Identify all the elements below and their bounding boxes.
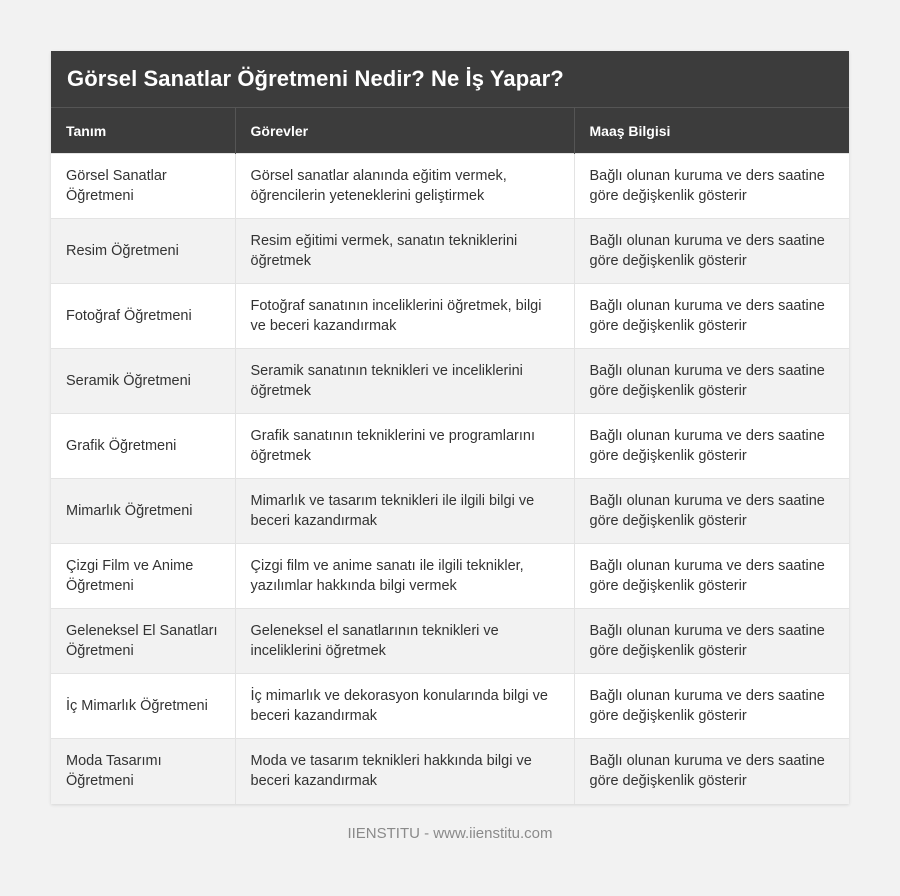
cell-tanim: Seramik Öğretmeni [51, 349, 235, 414]
cell-tanim: Resim Öğretmeni [51, 219, 235, 284]
column-header-gorevler: Görevler [235, 108, 574, 154]
page-title: Görsel Sanatlar Öğretmeni Nedir? Ne İş Yapar? [67, 66, 564, 91]
table-row [51, 609, 849, 674]
content-card [51, 51, 849, 804]
cell-maas-bilgisi: Bağlı olunan kuruma ve ders saatine göre değişkenlik gösterir [574, 154, 849, 219]
cell-gorevler: Görsel sanatlar alanında eğitim vermek, öğrencilerin yeteneklerini geliştirmek [235, 154, 574, 219]
cell-maas-bilgisi: Bağlı olunan kuruma ve ders saatine göre değişkenlik gösterir [574, 479, 849, 544]
table-row [51, 739, 849, 804]
cell-maas-bilgisi: Bağlı olunan kuruma ve ders saatine göre değişkenlik gösterir [574, 219, 849, 284]
cell-tanim: İç Mimarlık Öğretmeni [51, 674, 235, 739]
column-header-tanim: Tanım [51, 108, 235, 154]
cell-maas-bilgisi: Bağlı olunan kuruma ve ders saatine göre değişkenlik gösterir [574, 349, 849, 414]
cell-tanim: Görsel Sanatlar Öğretmeni [51, 154, 235, 219]
cell-gorevler: Moda ve tasarım teknikleri hakkında bilgi ve beceri kazandırmak [235, 739, 574, 804]
title-bar [51, 51, 849, 107]
table-row [51, 219, 849, 284]
cell-gorevler: Geleneksel el sanatlarının teknikleri ve inceliklerini öğretmek [235, 609, 574, 674]
info-table [51, 107, 849, 804]
footer-credit: IIENSTITU - www.iienstitu.com [347, 825, 553, 842]
cell-tanim: Grafik Öğretmeni [51, 414, 235, 479]
table-header-row [51, 108, 849, 154]
cell-tanim: Çizgi Film ve Anime Öğretmeni [51, 544, 235, 609]
cell-maas-bilgisi: Bağlı olunan kuruma ve ders saatine göre değişkenlik gösterir [574, 414, 849, 479]
cell-gorevler: Grafik sanatının tekniklerini ve programlarını öğretmek [235, 414, 574, 479]
cell-gorevler: Çizgi film ve anime sanatı ile ilgili teknikler, yazılımlar hakkında bilgi vermek [235, 544, 574, 609]
cell-gorevler: Seramik sanatının teknikleri ve inceliklerini öğretmek [235, 349, 574, 414]
table-row [51, 479, 849, 544]
cell-gorevler: Resim eğitimi vermek, sanatın tekniklerini öğretmek [235, 219, 574, 284]
cell-gorevler: Mimarlık ve tasarım teknikleri ile ilgili bilgi ve beceri kazandırmak [235, 479, 574, 544]
table-row [51, 154, 849, 219]
table-row [51, 284, 849, 349]
cell-gorevler: İç mimarlık ve dekorasyon konularında bilgi ve beceri kazandırmak [235, 674, 574, 739]
table-row [51, 414, 849, 479]
cell-maas-bilgisi: Bağlı olunan kuruma ve ders saatine göre değişkenlik gösterir [574, 544, 849, 609]
cell-gorevler: Fotoğraf sanatının inceliklerini öğretmek, bilgi ve beceri kazandırmak [235, 284, 574, 349]
cell-maas-bilgisi: Bağlı olunan kuruma ve ders saatine göre değişkenlik gösterir [574, 609, 849, 674]
cell-tanim: Geleneksel El Sanatları Öğretmeni [51, 609, 235, 674]
cell-maas-bilgisi: Bağlı olunan kuruma ve ders saatine göre değişkenlik gösterir [574, 739, 849, 804]
cell-tanim: Fotoğraf Öğretmeni [51, 284, 235, 349]
cell-tanim: Mimarlık Öğretmeni [51, 479, 235, 544]
cell-tanim: Moda Tasarımı Öğretmeni [51, 739, 235, 804]
cell-maas-bilgisi: Bağlı olunan kuruma ve ders saatine göre değişkenlik gösterir [574, 284, 849, 349]
table-row [51, 674, 849, 739]
column-header-maas-bilgisi: Maaş Bilgisi [574, 108, 849, 154]
cell-maas-bilgisi: Bağlı olunan kuruma ve ders saatine göre değişkenlik gösterir [574, 674, 849, 739]
table-row [51, 544, 849, 609]
table-row [51, 349, 849, 414]
